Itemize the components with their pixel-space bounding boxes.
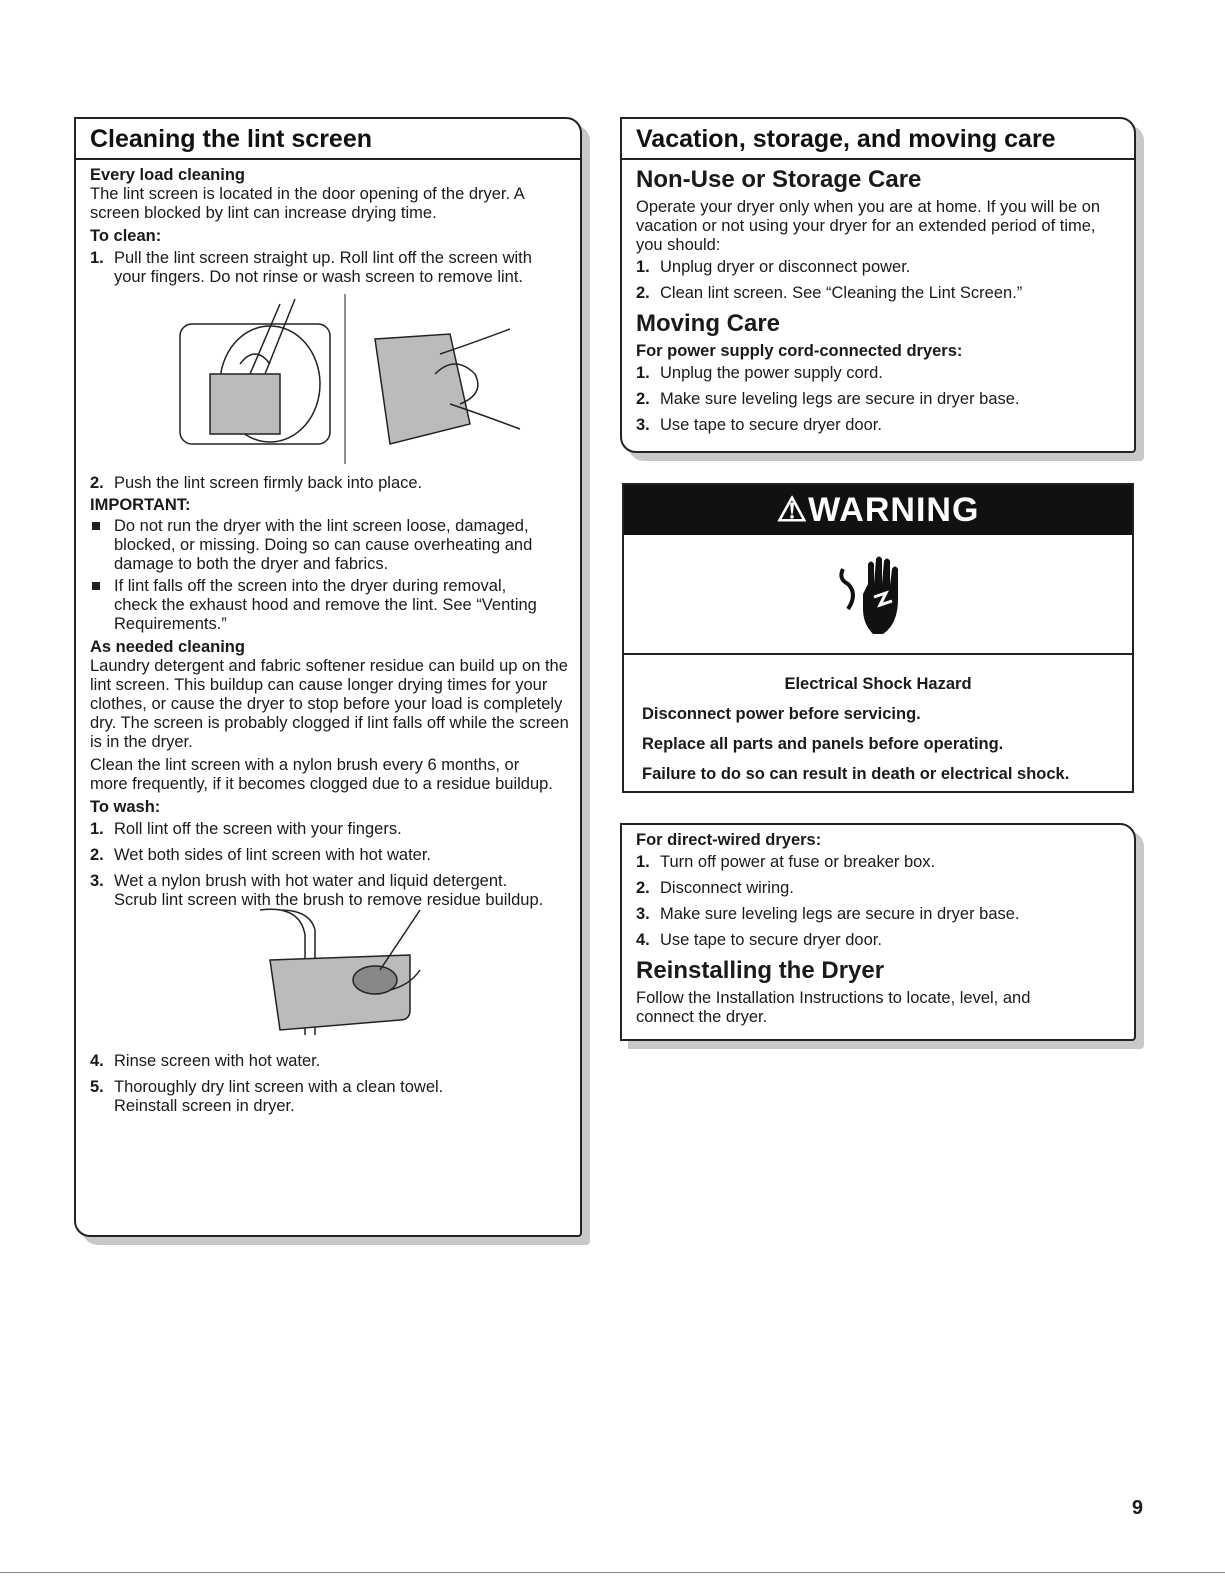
step-text: Clean lint screen. See “Cleaning the Lint Screen.” — [660, 284, 1023, 302]
section-content — [622, 825, 1134, 1027]
step-text: Make sure leveling legs are secure in dryer base. — [660, 905, 1020, 923]
hazard-title: Electrical Shock Hazard — [784, 675, 972, 693]
step-text: Use tape to secure dryer door. — [660, 931, 882, 949]
step-text: Thoroughly dry lint screen with a clean towel. Reinstall screen in dryer. — [114, 1078, 444, 1115]
step-number: 2. — [636, 284, 650, 302]
step-number: 4. — [636, 931, 650, 949]
step-number: 1. — [636, 258, 650, 276]
cord-connected-heading: For power supply cord-connected dryers: — [636, 342, 963, 360]
list-item — [636, 416, 1134, 435]
list-item — [90, 474, 580, 493]
direct-wired-section — [620, 823, 1136, 1041]
step-number: 3. — [636, 905, 650, 923]
step-text: Unplug the power supply cord. — [660, 364, 883, 382]
list-item — [636, 931, 1134, 950]
section-title: Cleaning the lint screen — [76, 119, 580, 160]
step-number: 1. — [636, 364, 650, 382]
step-text: Disconnect wiring. — [660, 879, 794, 897]
important-list — [90, 517, 580, 634]
step-number: 1. — [636, 853, 650, 871]
list-item — [90, 1052, 580, 1071]
step-text: Rinse screen with hot water. — [114, 1052, 321, 1070]
warning-line: Failure to do so can result in death or electrical shock. — [642, 765, 1070, 783]
direct-wired-steps — [636, 853, 1134, 950]
step-text: Wet a nylon brush with hot water and liquid detergent. Scrub lint screen with the brush to remove residue buildup. — [114, 872, 544, 909]
every-load-heading: Every load cleaning — [90, 166, 245, 184]
warning-icon-area — [624, 535, 1132, 655]
reinstall-text: Follow the Installation Instructions to locate, level, and connect the dryer. — [636, 989, 1031, 1026]
lint-screen-washing-illustration — [90, 900, 570, 1050]
to-clean-heading: To clean: — [90, 227, 162, 245]
warning-text — [624, 655, 1132, 789]
list-item — [636, 284, 1134, 303]
step-number: 1. — [90, 820, 104, 838]
as-needed-heading: As needed cleaning — [90, 638, 245, 656]
list-item — [636, 258, 1134, 277]
list-item — [90, 1078, 494, 1116]
as-needed-text-1: Laundry detergent and fabric softener residue can build up on the lint screen. This buildup can cause longer drying times for your clothes, or cause the dryer to stop before your load is completely dry. The screen is probably clogged if lint falls off while the screen is in the dryer. — [90, 657, 569, 751]
step-number: 2. — [90, 474, 104, 492]
step-number: 1. — [90, 249, 104, 267]
to-clean-step-2-list — [90, 474, 580, 493]
list-item — [636, 364, 1134, 383]
reinstall-heading: Reinstalling the Dryer — [636, 957, 885, 984]
step-text: Roll lint off the screen with your fingers. — [114, 820, 402, 838]
warning-triangle-icon: ⚠ — [776, 491, 809, 529]
to-wash-steps-4-5 — [90, 1052, 580, 1116]
page-number: 9 — [1131, 1497, 1143, 1519]
list-item: If lint falls off the screen into the dryer during removal, check the exhaust hood and remove the lint. See “Venting Requirements.” — [90, 577, 544, 634]
step-text: Make sure leveling legs are secure in dryer base. — [660, 390, 1020, 408]
list-item — [90, 846, 580, 865]
non-use-text: Operate your dryer only when you are at home. If you will be on vacation or not using your dryer for an extended period of time, you should: — [636, 198, 1101, 254]
cord-connected-steps — [636, 364, 1134, 435]
list-item — [636, 905, 1134, 924]
step-text: Use tape to secure dryer door. — [660, 416, 882, 434]
as-needed-text-2: Clean the lint screen with a nylon brush every 6 months, or more frequently, if it becomes clogged due to a residue buildup. — [90, 756, 553, 793]
warning-line: Replace all parts and panels before operating. — [642, 735, 1004, 753]
step-text: Unplug dryer or disconnect power. — [660, 258, 911, 276]
step-number: 3. — [90, 872, 104, 890]
lint-screen-section — [74, 117, 582, 1237]
moving-care-heading: Moving Care — [636, 310, 781, 337]
list-item — [636, 853, 1134, 872]
vacation-storage-section — [620, 117, 1136, 453]
list-item — [90, 249, 534, 287]
to-wash-steps-1-3 — [90, 820, 580, 910]
list-item — [90, 820, 580, 839]
warning-banner — [624, 485, 1132, 535]
electrical-shock-hand-icon — [838, 549, 918, 639]
step-text: Wet both sides of lint screen with hot water. — [114, 846, 432, 864]
step-number: 4. — [90, 1052, 104, 1070]
page-bottom-divider — [0, 1572, 1225, 1573]
lint-screen-removal-illustration — [90, 294, 570, 474]
step-number: 5. — [90, 1078, 104, 1096]
important-heading: IMPORTANT: — [90, 496, 191, 514]
step-number: 2. — [636, 879, 650, 897]
step-text: Push the lint screen firmly back into place. — [114, 474, 423, 492]
list-item — [636, 879, 1134, 898]
non-use-heading: Non-Use or Storage Care — [636, 166, 922, 193]
step-text: Turn off power at fuse or breaker box. — [660, 853, 936, 871]
warning-line: Disconnect power before servicing. — [642, 705, 921, 723]
every-load-text: The lint screen is located in the door opening of the dryer. A screen blocked by lint can increase drying time. — [90, 185, 524, 222]
to-wash-heading: To wash: — [90, 798, 161, 816]
list-item — [636, 390, 1134, 409]
step-text: Pull the lint screen straight up. Roll lint off the screen with your fingers. Do not rinse or wash screen to remove lint. — [114, 249, 532, 286]
warning-label: WARNING — [808, 491, 980, 529]
list-item: Do not run the dryer with the lint screen loose, damaged, blocked, or missing. Doing so can cause overheating and damage to both the dryer and fabrics. — [90, 517, 544, 574]
non-use-steps — [636, 258, 1134, 303]
step-number: 3. — [636, 416, 650, 434]
section-content — [76, 160, 580, 1116]
list-item — [90, 872, 554, 910]
step-number: 2. — [90, 846, 104, 864]
step-number: 2. — [636, 390, 650, 408]
warning-box — [622, 483, 1134, 793]
to-clean-step-1-list — [90, 249, 580, 287]
direct-wired-heading: For direct-wired dryers: — [636, 831, 822, 849]
section-content — [622, 160, 1134, 435]
section-title: Vacation, storage, and moving care — [622, 119, 1134, 160]
